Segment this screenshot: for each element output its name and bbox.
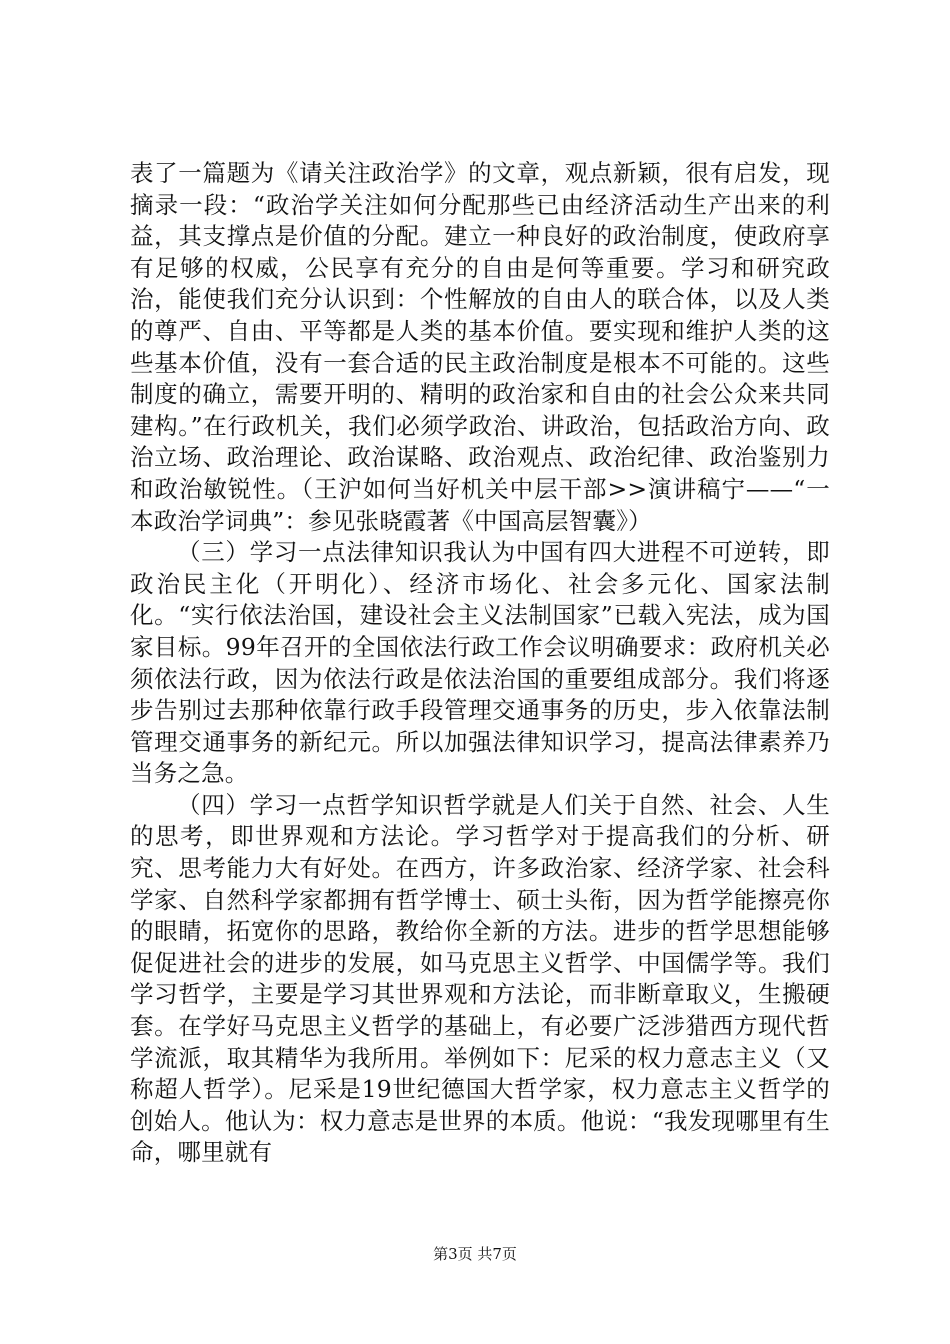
document-body <box>130 158 830 1169</box>
paragraph-philosophy-knowledge: （四）学习一点哲学知识哲学就是人们关于自然、社会、人生的思考，即世界观和方法论。学习哲学对于提高我们的分析、研究、思考能力大有好处。在西方，许多政治家、经济学家、社会科学家、自然科学家都拥有哲学博士、硕士头衔，因为哲学能擦亮你的眼睛，拓宽你的思路，教给你全新的方法。进步的哲学思想能够促促进社会的进步的发展，如马克思主义哲学、中国儒学等。我们学习哲学，主要是学习其世界观和方法论，而非断章取义，生搬硬套。在学好马克思主义哲学的基础上，有必要广泛涉猎西方现代哲学流派，取其精华为我所用。举例如下：尼采的权力意志主义（又称超人哲学）。尼采是19世纪德国大哲学家，权力意志主义哲学的创始人。他认为：权力意志是世界的本质。他说：“我发现哪里有生命，哪里就有 <box>130 790 830 1167</box>
page-number-footer: 第3页 共7页 <box>433 1245 517 1263</box>
paragraph-law-knowledge: （三）学习一点法律知识我认为中国有四大进程不可逆转，即政治民主化（开明化）、经济市场化、社会多元化、国家法制化。“实行依法治国，建设社会主义法制国家”已载入宪法，成为国家目标。99年召开的全国依法行政工作会议明确要求：政府机关必须依法行政，因为依法行政是依法治国的重要组成部分。我们将逐步告别过去那种依靠行政手段管理交通事务的历史，步入依靠法制管理交通事务的新纪元。所以加强法律知识学习，提高法律素养乃当务之急。 <box>130 538 830 788</box>
paragraph-politics-quote: 表了一篇题为《请关注政治学》的文章，观点新颖，很有启发，现摘录一段：“政治学关注如何分配那些已由经济活动生产出来的利益，其支撑点是价值的分配。建立一种良好的政治制度，使政府享有足够的权威，公民享有充分的自由是何等重要。学习和研究政治，能使我们充分认识到：个性解放的自由人的联合体，以及人类的尊严、自由、平等都是人类的基本价值。要实现和维护人类的这些基本价值，没有一套合适的民主政治制度是根本不可能的。这些制度的确立，需要开明的、精明的政治家和自由的社会公众来共同建构。”在行政机关，我们必须学政治、讲政治，包括政治方向、政治立场、政治理论、政治谋略、政治观点、政治纪律、政治鉴别力和政治敏锐性。（王沪如何当好机关中层干部>>演讲稿宁——“一本政治学词典”：参见张晓霞著《中国高层智囊》） <box>130 159 830 535</box>
